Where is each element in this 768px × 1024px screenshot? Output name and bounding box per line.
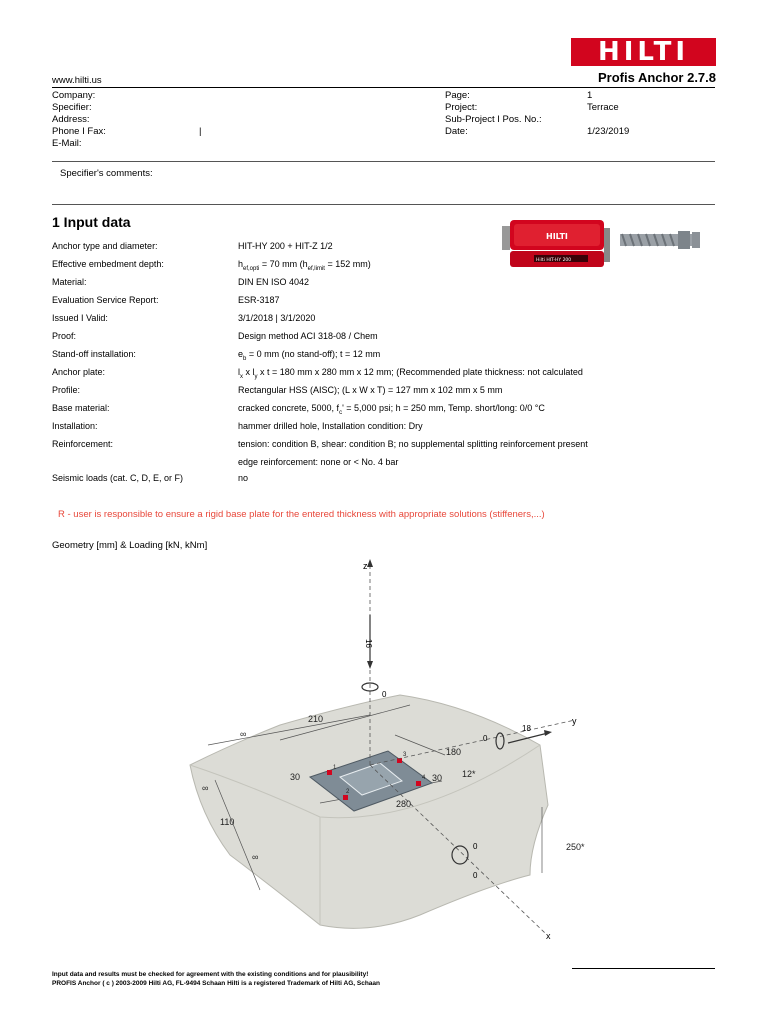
input-row-label: Base material: bbox=[52, 403, 110, 413]
page-value: 1 bbox=[587, 90, 593, 101]
phone-fax-value: | bbox=[199, 126, 202, 137]
svg-text:1: 1 bbox=[333, 765, 337, 771]
company-label: Company: bbox=[52, 90, 96, 101]
input-row-value: DIN EN ISO 4042 bbox=[238, 277, 310, 287]
cartridge-logo: HILTI bbox=[546, 232, 568, 241]
anchor-4 bbox=[416, 781, 421, 786]
input-row-label: Stand-off installation: bbox=[52, 349, 136, 359]
input-row-label: Profile: bbox=[52, 385, 81, 395]
input-row-label: Issued I Valid: bbox=[52, 313, 108, 323]
load-my: 0 bbox=[483, 734, 488, 743]
address-label: Address: bbox=[52, 114, 90, 125]
anchor-1 bbox=[327, 770, 332, 775]
geometry-diagram bbox=[170, 555, 620, 960]
page-label: Page: bbox=[445, 90, 470, 101]
dim-inf-top: ∞ bbox=[240, 729, 247, 739]
svg-text:3: 3 bbox=[403, 752, 407, 758]
input-row-value: cracked concrete, 5000, $f_c' = 5,000$ psi; h = 250 mm, Temp. short/long: 0/0 °C bbox=[238, 403, 545, 416]
input-row-value: edge reinforcement: none or < No. 4 bar bbox=[238, 457, 399, 467]
project-label: Project: bbox=[445, 102, 478, 113]
divider-1 bbox=[52, 161, 715, 162]
load-vy: 18 bbox=[522, 724, 531, 733]
axis-z-label: z bbox=[363, 561, 368, 571]
subproject-value bbox=[587, 114, 629, 126]
header-divider bbox=[52, 87, 715, 88]
input-row-value: $h_{ef,opti} = 70$ mm ($h_{ef,limit} = 152$ mm) bbox=[238, 259, 371, 272]
date-label: Date: bbox=[445, 126, 468, 137]
specifier-label: Specifier: bbox=[52, 102, 92, 113]
dim-210: 210 bbox=[308, 714, 324, 724]
cartridge-small-label: Hilti HIT-HY 200 bbox=[536, 258, 572, 263]
load-mz: 0 bbox=[382, 690, 387, 699]
specifier-comments-label: Specifier's comments: bbox=[60, 168, 153, 179]
input-row-value: Design method ACI 318-08 / Chem bbox=[238, 331, 378, 341]
anchor-3 bbox=[343, 795, 348, 800]
header-right-values bbox=[587, 90, 629, 138]
dim-280: 280 bbox=[396, 799, 412, 809]
input-row-value: $l_x$ x $l_y$ x t = 180 mm x 280 mm x 12 mm; (Recommended plate thickness: not calculated bbox=[238, 367, 583, 380]
svg-text:2: 2 bbox=[346, 789, 350, 795]
dim-inf-left: ∞ bbox=[202, 783, 209, 793]
cartridge-nozzle-end bbox=[502, 226, 510, 250]
header-left-labels bbox=[52, 90, 106, 150]
input-row-value: ESR-3187 bbox=[238, 295, 280, 305]
footer-divider bbox=[572, 968, 715, 969]
header-right-labels bbox=[445, 90, 542, 138]
input-row-value: 3/1/2018 | 3/1/2020 bbox=[238, 313, 316, 323]
website-url[interactable]: www.hilti.us bbox=[52, 75, 102, 86]
input-row-label: Proof: bbox=[52, 331, 77, 341]
footer-disclaimer: Input data and results must be checked for agreement with the existing conditions and for plausibility! bbox=[52, 971, 369, 978]
dim-250: 250* bbox=[566, 842, 585, 852]
dim-110: 110 bbox=[220, 817, 235, 827]
svg-text:4: 4 bbox=[422, 775, 426, 781]
axis-x-label: x bbox=[546, 931, 551, 941]
section-title: 1 Input data bbox=[52, 214, 131, 230]
subproject-label: Sub-Project I Pos. No.: bbox=[445, 114, 542, 125]
input-row-value: no bbox=[238, 473, 249, 483]
input-row-label: Anchor plate: bbox=[52, 367, 106, 377]
load-vx: 0 bbox=[473, 871, 478, 880]
dim-inf-bottom: ∞ bbox=[252, 852, 259, 862]
phone-fax-label: Phone I Fax: bbox=[52, 126, 106, 137]
input-row-value: Rectangular HSS (AISC); (L x W x T) = 127 mm x 102 mm x 5 mm bbox=[238, 385, 503, 395]
input-row-value: tension: condition B, shear: condition B; no supplemental splitting reinforcement present bbox=[238, 439, 588, 449]
input-row-value: hammer drilled hole, Installation condition: Dry bbox=[238, 421, 423, 431]
load-mx: 0 bbox=[473, 842, 478, 851]
input-row-value: HIT-HY 200 + HIT-Z 1/2 bbox=[238, 241, 333, 251]
input-row-label: Evaluation Service Report: bbox=[52, 295, 159, 305]
email-label: E-Mail: bbox=[52, 138, 82, 149]
input-row-value: $e_b = 0$ mm (no stand-off); t = 12 mm bbox=[238, 349, 381, 362]
anchor-rod-image bbox=[620, 231, 700, 249]
geometry-title: Geometry [mm] & Loading [kN, kNm] bbox=[52, 540, 208, 551]
load-fz: 16 bbox=[364, 639, 373, 648]
input-row-label: Installation: bbox=[52, 421, 98, 431]
dim-12: 12* bbox=[462, 769, 476, 779]
product-image bbox=[494, 214, 716, 274]
project-value: Terrace bbox=[587, 102, 619, 113]
footer-copyright: PROFIS Anchor ( c ) 2003-2009 Hilti AG, FL-9494 Schaan Hilti is a registered Trademark of Hilti AG, Schaan bbox=[52, 980, 380, 987]
input-row-label: Anchor type and diameter: bbox=[52, 241, 158, 251]
input-row-label: Reinforcement: bbox=[52, 439, 114, 449]
input-row-label: Material: bbox=[52, 277, 87, 287]
axis-y-label: y bbox=[572, 716, 577, 726]
hilti-logo: HILTI bbox=[571, 38, 716, 66]
dim-180: 180 bbox=[446, 747, 462, 757]
plate-rigidity-note: R - user is responsible to ensure a rigid base plate for the entered thickness with appropriate solutions (stiffeners,...) bbox=[58, 509, 545, 520]
app-title: Profis Anchor 2.7.8 bbox=[598, 70, 716, 85]
dim-30-left: 30 bbox=[290, 772, 301, 782]
date-value: 1/23/2019 bbox=[587, 126, 630, 137]
dim-30-right: 30 bbox=[432, 773, 443, 783]
input-row-label: Effective embedment depth: bbox=[52, 259, 164, 269]
input-row-label: Seismic loads (cat. C, D, E, or F) bbox=[52, 473, 184, 483]
divider-2 bbox=[52, 204, 715, 205]
